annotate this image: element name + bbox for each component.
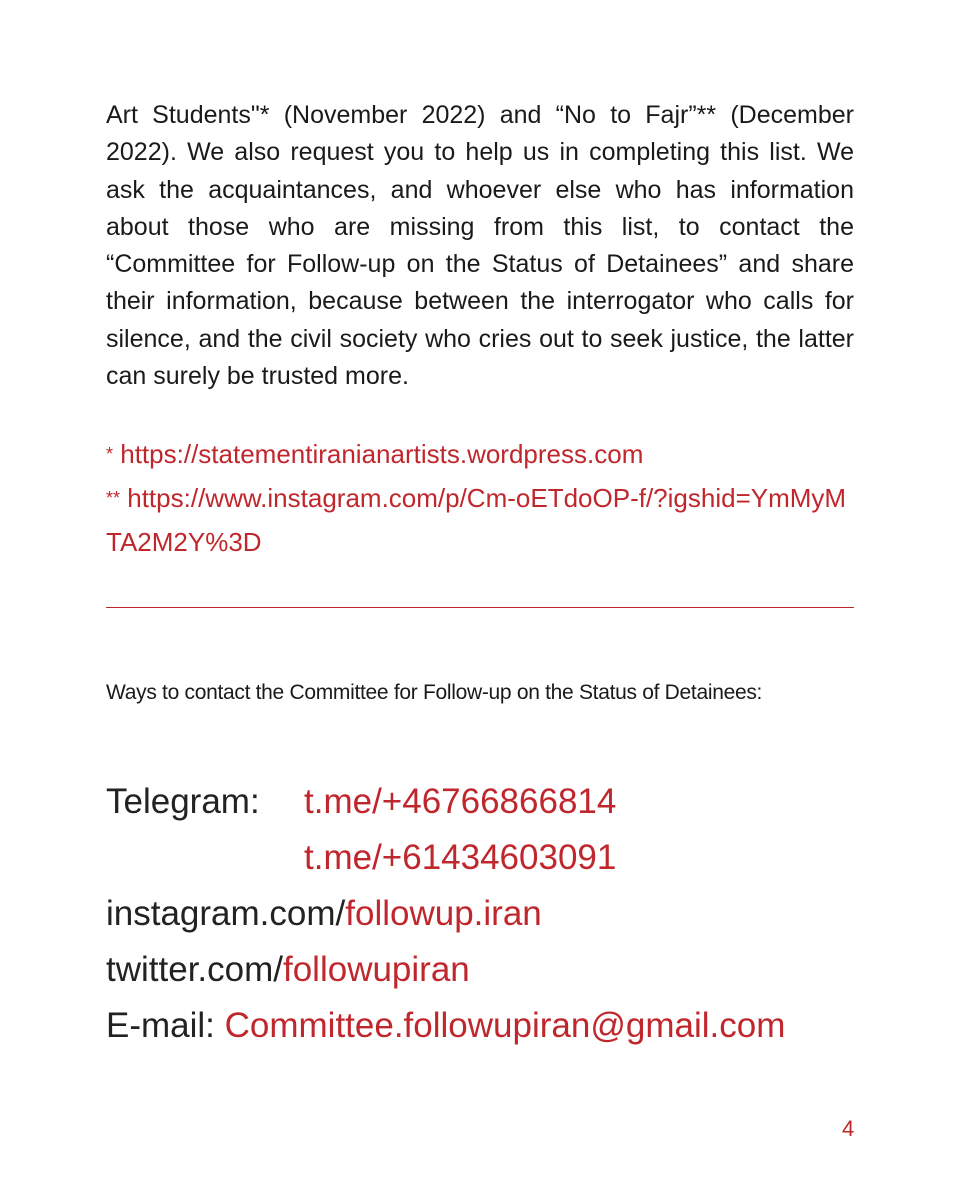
telegram-label: Telegram:: [106, 782, 260, 821]
twitter-link[interactable]: followupiran: [282, 950, 470, 989]
twitter-row: [106, 942, 470, 998]
footnote-link[interactable]: https://www.instagram.com/p/Cm-oETdoOP-f/?igshid=YmMyMTA2M2Y%3D: [106, 483, 847, 557]
footnote-2: [106, 476, 854, 564]
email-label: E-mail:: [106, 1006, 225, 1045]
footnote-link[interactable]: https://statementiranianartists.wordpress.com: [120, 439, 644, 469]
instagram-row: [106, 886, 542, 942]
email-link[interactable]: Committee.followupiran@gmail.com: [224, 1006, 786, 1045]
footnotes: [106, 432, 854, 564]
email-row: [106, 998, 785, 1054]
footnote-mark: *: [106, 444, 114, 464]
telegram-link-1[interactable]: t.me/+46766866814: [304, 782, 617, 821]
instagram-prefix: instagram.com/: [106, 894, 346, 933]
telegram-row-2: [106, 830, 616, 886]
body-paragraph: Art Students"* (November 2022) and “No to Fajr”** (December 2022). We also request you to help us in completing this list. We ask the acquaintances, and whoever else who has information about those who are missing from this list, to contact the “Committee for Follow-up on the Status of Detainees” and share their information, because between the interrogator who calls for silence, and the civil society who cries out to seek justice, the latter can surely be trusted more.: [106, 101, 854, 391]
footnote-1: [106, 432, 854, 476]
footnote-mark: **: [106, 488, 121, 508]
instagram-link[interactable]: followup.iran: [345, 894, 542, 933]
telegram-row: [106, 774, 616, 830]
twitter-prefix: twitter.com/: [106, 950, 283, 989]
page-number: 4: [842, 1116, 855, 1141]
contact-heading: Ways to contact the Committee for Follow-up on the Status of Detainees:: [106, 681, 763, 704]
divider: [106, 607, 854, 608]
telegram-link-2[interactable]: t.me/+61434603091: [304, 838, 617, 877]
